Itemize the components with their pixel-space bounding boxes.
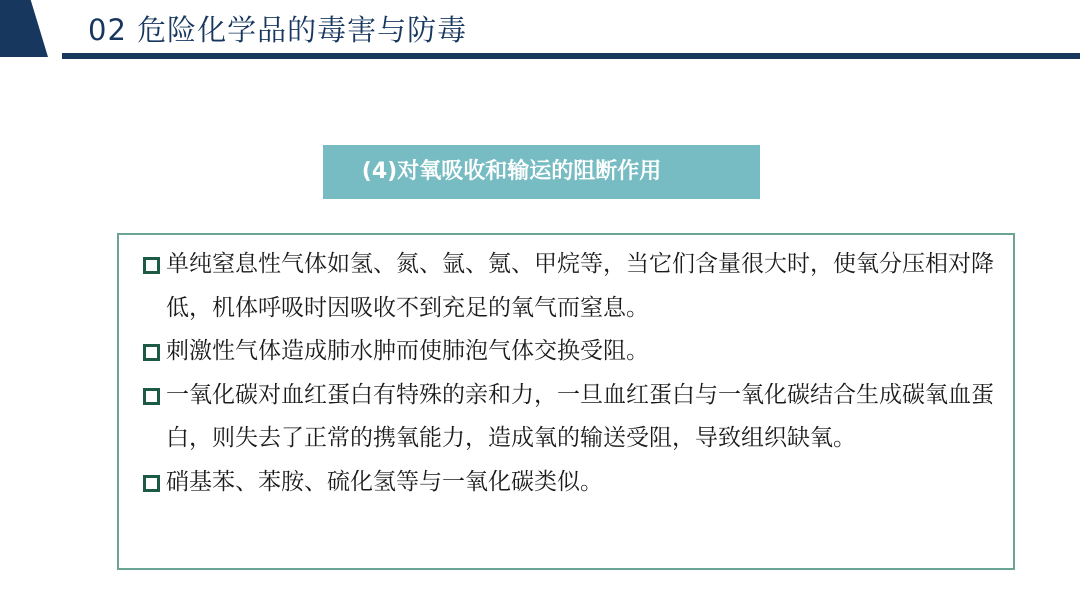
list-item-text: 单纯窒息性气体如氢、氮、氩、氪、甲烷等，当它们含量很大时，使氧分压相对降低，机体呼吸时因吸收不到充足的氧气而窒息。	[166, 251, 994, 321]
square-bullet-icon	[143, 257, 160, 274]
square-bullet-icon	[143, 475, 160, 492]
content-box	[117, 233, 1015, 570]
square-bullet-icon	[143, 388, 160, 405]
list-item	[141, 330, 995, 374]
title-divider	[62, 53, 1080, 59]
list-item	[141, 243, 995, 330]
bullet-list	[141, 243, 995, 504]
section-heading-badge: (4)对氧吸收和输运的阻断作用	[323, 145, 760, 199]
list-item	[141, 461, 995, 505]
list-item-text: 一氧化碳对血红蛋白有特殊的亲和力，一旦血红蛋白与一氧化碳结合生成碳氧血蛋白，则失去了正常的携氧能力，造成氧的输送受阻，导致组织缺氧。	[166, 381, 994, 451]
page-title: 02 危险化学品的毒害与防毒	[88, 13, 468, 47]
list-item	[141, 374, 995, 461]
square-bullet-icon	[143, 344, 160, 361]
corner-tab-decoration	[0, 0, 48, 57]
list-item-text: 刺激性气体造成肺水肿而使肺泡气体交换受阻。	[166, 338, 649, 364]
list-item-text: 硝基苯、苯胺、硫化氢等与一氧化碳类似。	[166, 468, 603, 495]
